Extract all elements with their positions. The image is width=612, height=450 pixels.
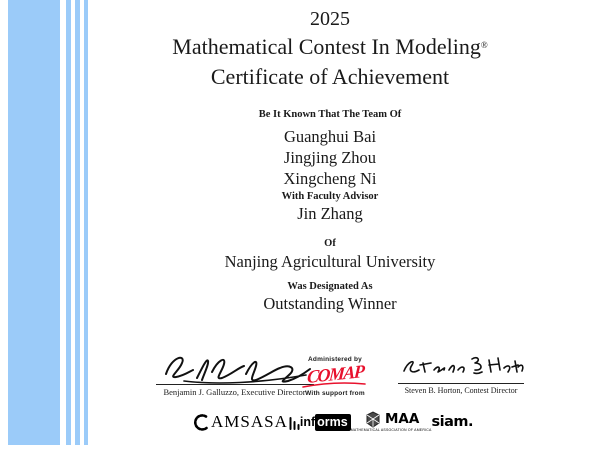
designation-value: Outstanding Winner bbox=[263, 294, 397, 313]
informs-logo bbox=[300, 414, 351, 431]
team-member-name: Xingcheng Ni bbox=[283, 169, 377, 188]
ams-logo bbox=[193, 412, 251, 432]
of-label: Of bbox=[324, 238, 336, 249]
administered-by-label: Administered by bbox=[308, 356, 362, 363]
contest-director-signature-block bbox=[396, 353, 526, 395]
contest-title bbox=[90, 34, 570, 60]
sponsor-logo-row bbox=[193, 409, 473, 435]
contest-title-text: Mathematical Contest In Modeling bbox=[172, 34, 481, 59]
executive-director-caption: Benjamin J. Galluzzo, Executive Director bbox=[163, 387, 306, 397]
ams-laurel-icon bbox=[193, 414, 210, 431]
contest-year: 2025 bbox=[310, 8, 350, 30]
left-border-stripe-thin-1 bbox=[66, 0, 71, 445]
maa-icosahedron-icon bbox=[363, 411, 383, 428]
maa-logo bbox=[351, 411, 432, 433]
contest-director-caption: Steven B. Horton, Contest Director bbox=[404, 386, 518, 395]
left-border-stripe-thin-2 bbox=[75, 0, 80, 445]
asa-chart-icon bbox=[289, 416, 300, 431]
maa-caption-text: MATHEMATICAL ASSOCIATION OF AMERICA bbox=[350, 428, 432, 433]
designation-label: Was Designated As bbox=[287, 281, 373, 292]
advisor-label: With Faculty Advisor bbox=[281, 191, 379, 202]
comap-logo bbox=[287, 360, 383, 390]
certificate-subtitle: Certificate of Achievement bbox=[210, 64, 450, 89]
comap-swoosh-icon bbox=[301, 381, 367, 389]
team-member-list bbox=[90, 126, 570, 189]
asa-logo bbox=[251, 412, 300, 432]
team-member-name: Guanghui Bai bbox=[283, 127, 377, 146]
asa-logo-text: ASA bbox=[250, 412, 288, 431]
left-border-stripe-wide bbox=[8, 0, 60, 445]
comap-block bbox=[287, 356, 383, 397]
informs-logo-text-boxed: orms bbox=[315, 414, 351, 431]
ams-logo-text: AMS bbox=[211, 412, 251, 431]
comap-logo-text: COMAP bbox=[306, 360, 364, 388]
siam-logo-text: siam. bbox=[431, 414, 474, 430]
siam-logo bbox=[432, 414, 474, 430]
contest-director-signature-ink bbox=[398, 353, 524, 384]
left-border-stripe-thin-3 bbox=[84, 0, 88, 445]
team-intro-label: Be It Known That The Team Of bbox=[258, 109, 402, 120]
team-member-name: Jingjing Zhou bbox=[283, 148, 377, 167]
support-label: With support from bbox=[305, 390, 365, 397]
institution-name: Nanjing Agricultural University bbox=[224, 252, 436, 271]
maa-logo-text: MAA bbox=[384, 411, 420, 427]
registered-trademark-mark: ® bbox=[480, 40, 488, 50]
informs-logo-text-prefix: inf bbox=[299, 415, 316, 429]
advisor-name: Jin Zhang bbox=[297, 204, 363, 223]
